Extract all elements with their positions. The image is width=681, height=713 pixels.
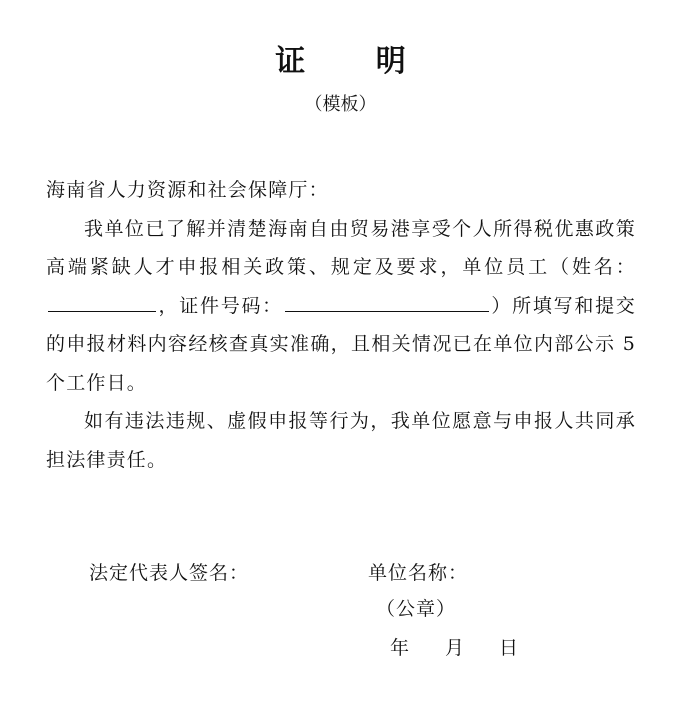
paragraph-declaration [46, 210, 636, 403]
page-title: 证 明 [275, 44, 436, 79]
paragraph-declaration-part3: ）所填写和提交的申报材料内容经核查真实准确，且相关情况已在单位内部公示 5 个工作日。 [46, 294, 637, 394]
legal-representative-signature-label: 法定代表人签名： [89, 562, 250, 584]
paragraph-declaration-part1: 我单位已了解并清楚海南自由贸易港享受个人所得税优惠政策高端紧缺人才申报相关政策、规定及要求，单位员工（姓名： [46, 217, 636, 278]
name-blank-line[interactable] [48, 293, 156, 312]
salutation: 海南省人力资源和社会保障厅： [46, 179, 329, 201]
date-year-label: 年 [390, 637, 410, 659]
unit-name-label: 单位名称： [368, 562, 469, 584]
page-subtitle: （模板） [304, 94, 377, 115]
id-number-blank-line[interactable] [285, 293, 489, 312]
official-seal-label: （公章） [376, 598, 457, 620]
document-body [46, 171, 636, 479]
date-day-label: 日 [499, 637, 519, 659]
paragraph-declaration-part2: ，证件号码： [158, 294, 283, 317]
date-month-label: 月 [445, 637, 465, 659]
paragraph-liability: 如有违法违规、虚假申报等行为，我单位愿意与申报人共同承担法律责任。 [46, 410, 636, 471]
